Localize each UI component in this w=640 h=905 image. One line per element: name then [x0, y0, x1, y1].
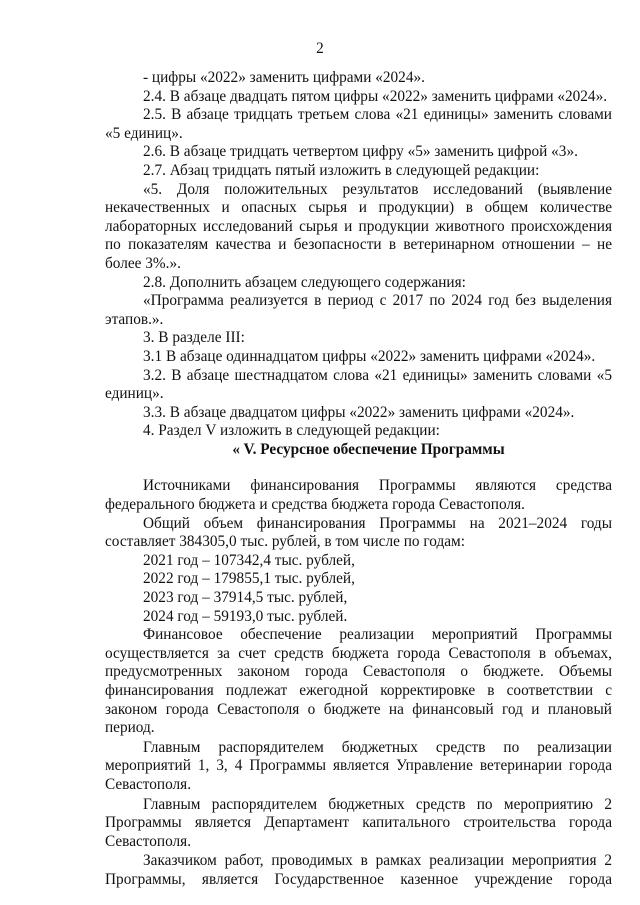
paragraph: 2.7. Абзац тридцать пятый изложить в следующей редакции:: [143, 161, 540, 179]
paragraph: 3.3. В абзаце двадцатом цифры «2022» заменить цифрами «2024».: [143, 403, 575, 421]
page-number: 2: [316, 40, 324, 57]
paragraph: Общий объем финансирования Программы на 2021–2024 годы составляет 384305,0 тыс. рублей, в том числе по годам:: [105, 514, 612, 551]
paragraph: 2.4. В абзаце двадцать пятом цифры «2022» заменить цифрами «2024».: [143, 87, 608, 105]
spacer: [105, 459, 612, 477]
paragraph: 2.6. В абзаце тридцать четвертом цифру «5» заменить цифрой «3».: [143, 143, 578, 161]
paragraph: 4. Раздел V изложить в следующей редакции:: [143, 422, 440, 440]
paragraph: 3.2. В абзаце шестнадцатом слова «21 единицы» заменить словами «5 единиц».: [105, 366, 612, 403]
funding-year-2021: 2021 год – 107342,4 тыс. рублей,: [143, 551, 355, 569]
paragraph: Главным распорядителем бюджетных средств по реализации мероприятий 1, 3, 4 Программы является Управление ветеринарии города Севастополя.: [105, 738, 612, 793]
paragraph: 2.5. В абзаце тридцать третьем слова «21 единицы» заменить словами «5 единиц».: [105, 106, 612, 142]
funding-year-2024: 2024 год – 59193,0 тыс. рублей.: [143, 607, 348, 625]
paragraph: - цифры «2022» заменить цифрами «2024».: [143, 69, 425, 86]
paragraph: Заказчиком работ, проводимых в рамках реализации мероприятия 2 Программы, является Государственное казенное учреждение города: [105, 852, 612, 888]
section-heading: « V. Ресурсное обеспечение Программы: [232, 440, 505, 458]
funding-year-2023: 2023 год – 37914,5 тыс. рублей,: [143, 589, 348, 607]
quoted-paragraph: «5. Доля положительных результатов исследований (выявление некачественных и опасных сырья и продукции) в общем количестве лабораторных исследований сырья и продукции животного происхождения по показателям качества и безопасности в ветеринарном отношении – не более 3%.».: [105, 180, 612, 272]
paragraph: Источниками финансирования Программы являются средства федерального бюджета и средства бюджета города Севастополя.: [105, 477, 612, 514]
paragraph: Финансовое обеспечение реализации мероприятий Программы осуществляется за счет средств бюджета города Севастополя в объемах, предусмотренных законом города Севастополя о бюджете. Объемы финансирования подлежат ежегодной корректировке в соответствии с законом города Севастополя о бюджете на финансовый год и плановый период.: [105, 626, 612, 737]
paragraph: 3. В разделе III:: [143, 329, 245, 347]
funding-year-2022: 2022 год – 179855,1 тыс. рублей,: [143, 570, 355, 588]
paragraph: Главным распорядителем бюджетных средств по мероприятию 2 Программы является Департамент капитального строительства города Севастополя.: [105, 795, 612, 850]
quoted-paragraph: «Программа реализуется в период с 2017 по 2024 год без выделения этапов.».: [105, 292, 612, 328]
paragraph: 3.1 В абзаце одиннадцатом цифры «2022» заменить цифрами «2024».: [143, 347, 596, 365]
document-body: [105, 69, 612, 890]
paragraph: 2.8. Дополнить абзацем следующего содержания:: [143, 273, 466, 291]
